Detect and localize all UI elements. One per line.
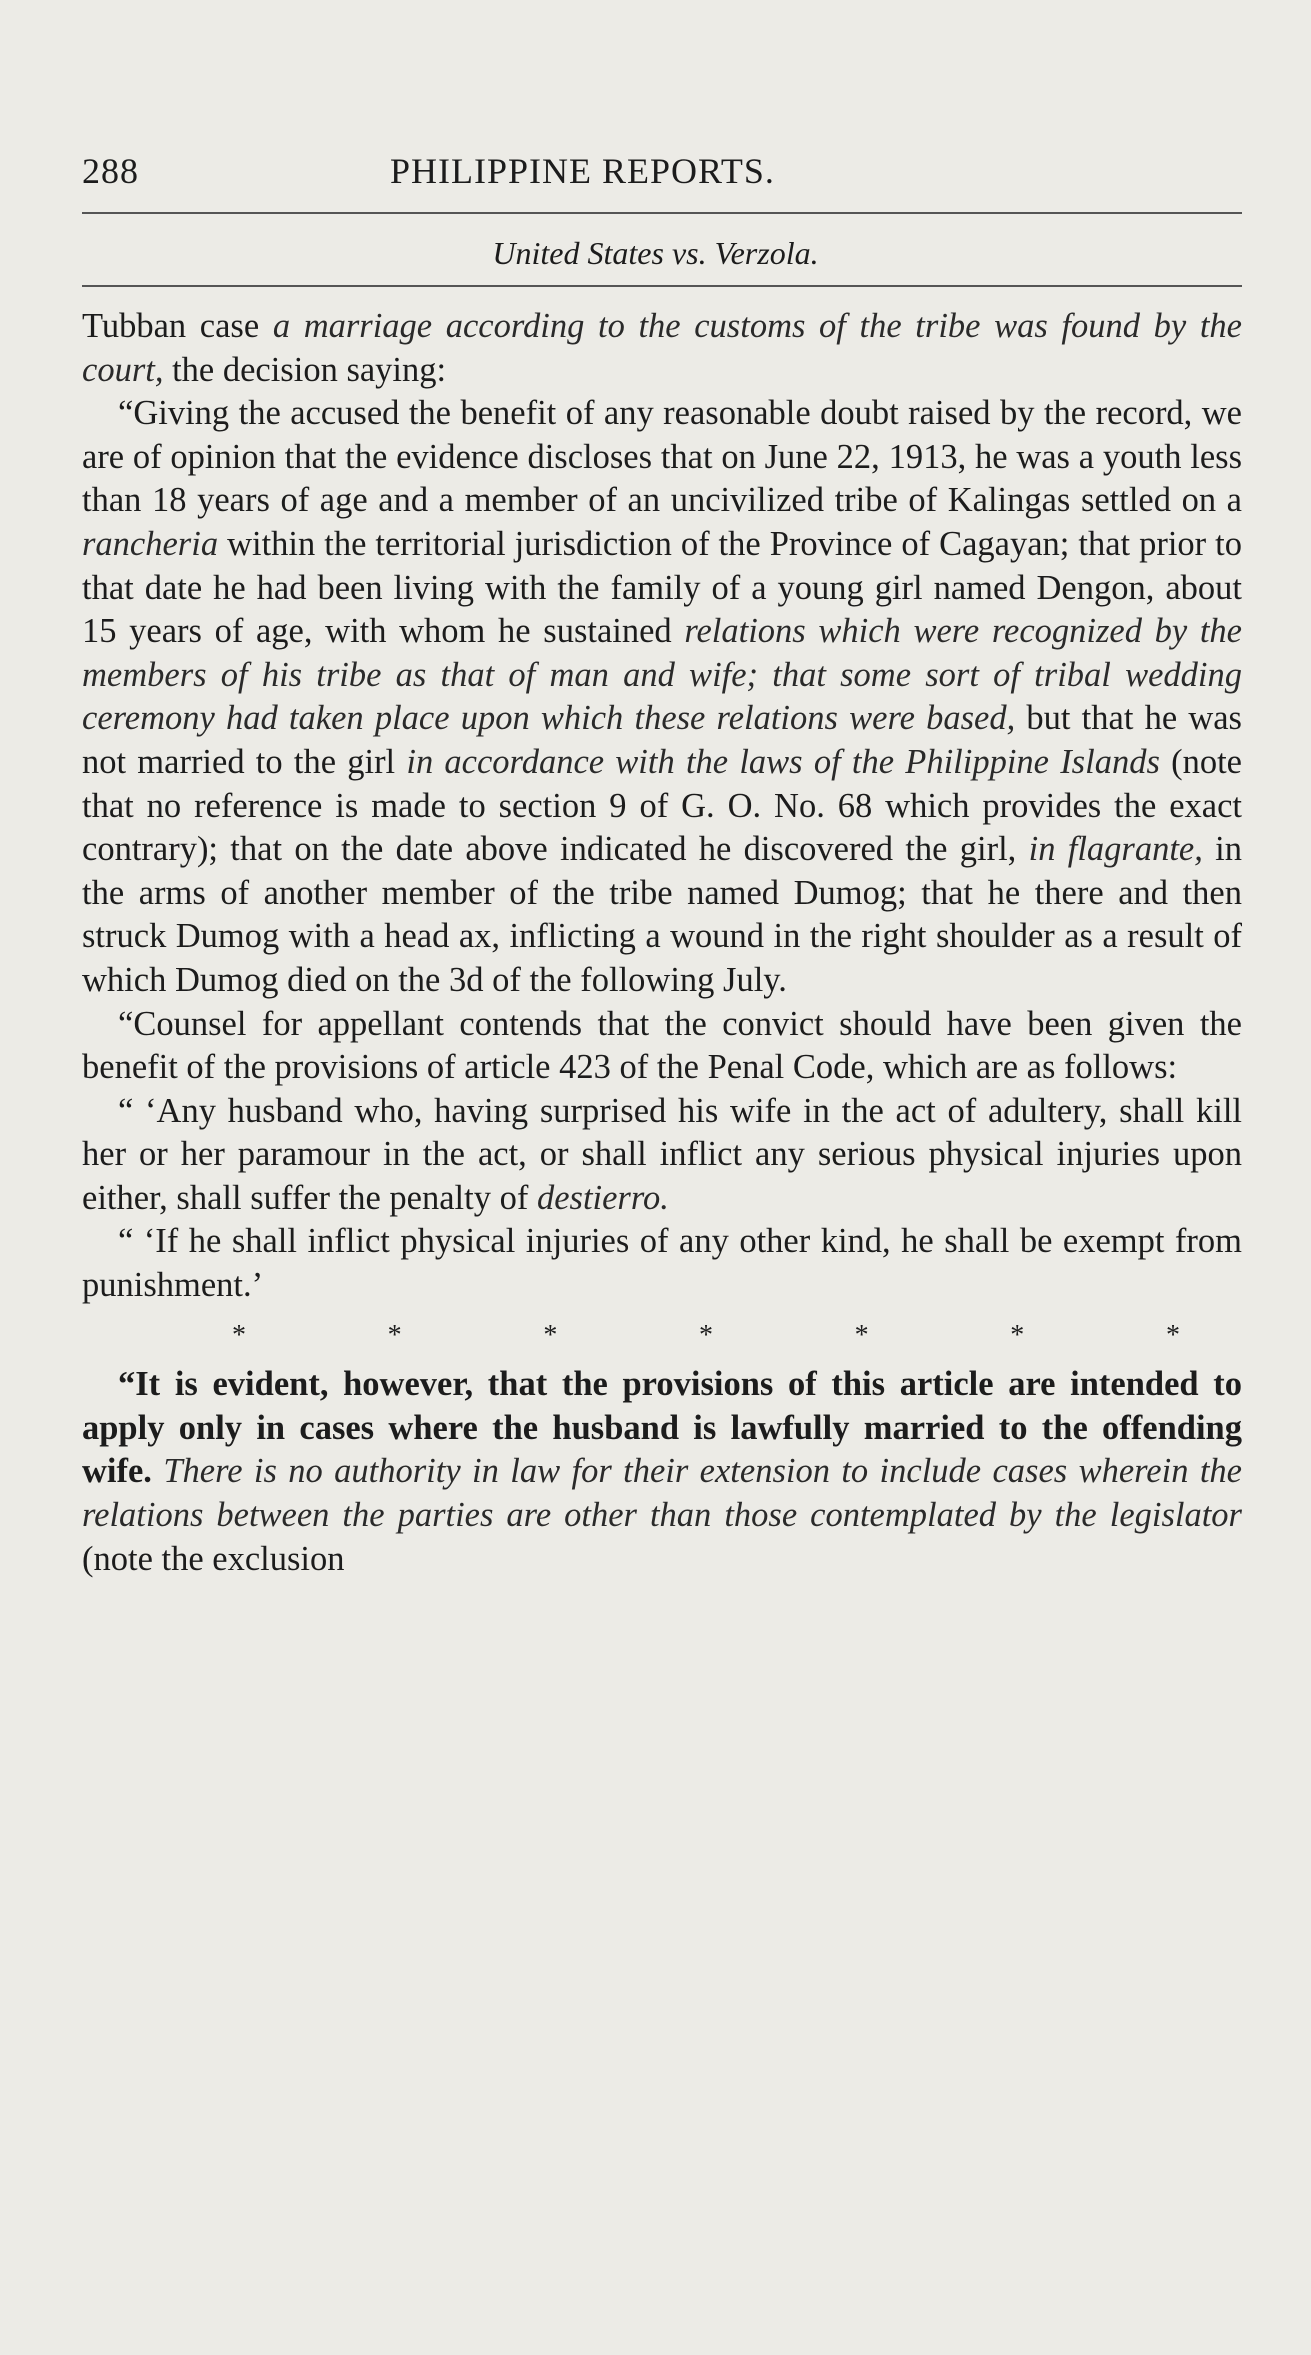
- paragraph-4: “ ‘Any husband who, having surprised his wife in the act of adultery, shall kill her or her paramour in the act, or shall inflict any serious physical injuries upon either, shall suffer the penalty of destierro.: [82, 1091, 1242, 1217]
- header-rule-top: [82, 212, 1242, 214]
- star: *: [387, 1319, 402, 1351]
- star: *: [232, 1319, 246, 1351]
- star: *: [698, 1319, 713, 1351]
- paragraph-2: “Giving the accused the benefit of any reasonable doubt raised by the record, we are of opinion that the evidence discloses that on June 22, 1913, he was a youth less than 18 years of age and a member of an uncivilized tribe of Kalingas settled on a rancheria within the territorial jurisdiction of the Province of Cagayan; that prior to that date he had been living with the family of a young girl named Dengon, about 15 years of age, with whom he sustained relations which were recognized by the members of his tribe as that of man and wife; that some sort of tribal wedding ceremony had taken place upon which these relations were based, but that he was not married to the girl in accordance with the laws of the Philippine Islands (note that no reference is made to section 9 of G. O. No. 68 which provides the exact contrary); that on the date above indicated he discovered the girl, in flagrante, in the arms of another member of the tribe named Dumog; that he there and then struck Dumog with a head ax, inflicting a wound in the right shoulder as a result of which Dumog died on the 3d of the following July.: [82, 394, 1242, 999]
- star: *: [854, 1319, 869, 1351]
- paragraph-5: “ ‘If he shall inflict physical injuries of any other kind, he shall be exempt from punishment.’: [82, 1222, 1242, 1305]
- section-break-stars: [82, 1308, 1242, 1364]
- paragraph-1: Tubban case a marriage according to the customs of the tribe was found by the court, the decision saying:: [82, 307, 1242, 389]
- running-title: PHILIPPINE REPORTS.: [390, 151, 775, 191]
- page-number: 288: [82, 151, 139, 191]
- case-title: United States vs. Verzola.: [492, 235, 819, 271]
- paragraph-3: “Counsel for appellant contends that the convict should have been given the benefit of the provisions of article 423 of the Penal Code, which are as follows:: [82, 1004, 1242, 1087]
- body-text: [82, 305, 1242, 1581]
- star: *: [1165, 1319, 1180, 1351]
- header-rule-bottom: [82, 285, 1242, 287]
- star: *: [1010, 1319, 1025, 1351]
- paragraph-6: “It is evident, however, that the provisions of this article are intended to apply only in cases where the husband is lawfully married to the offending wife. There is no authority in law for their extension to include cases wherein the relations between the parties are other than those contemplated by the legislator (note the exclusion: [82, 1365, 1242, 1578]
- star: *: [543, 1319, 558, 1351]
